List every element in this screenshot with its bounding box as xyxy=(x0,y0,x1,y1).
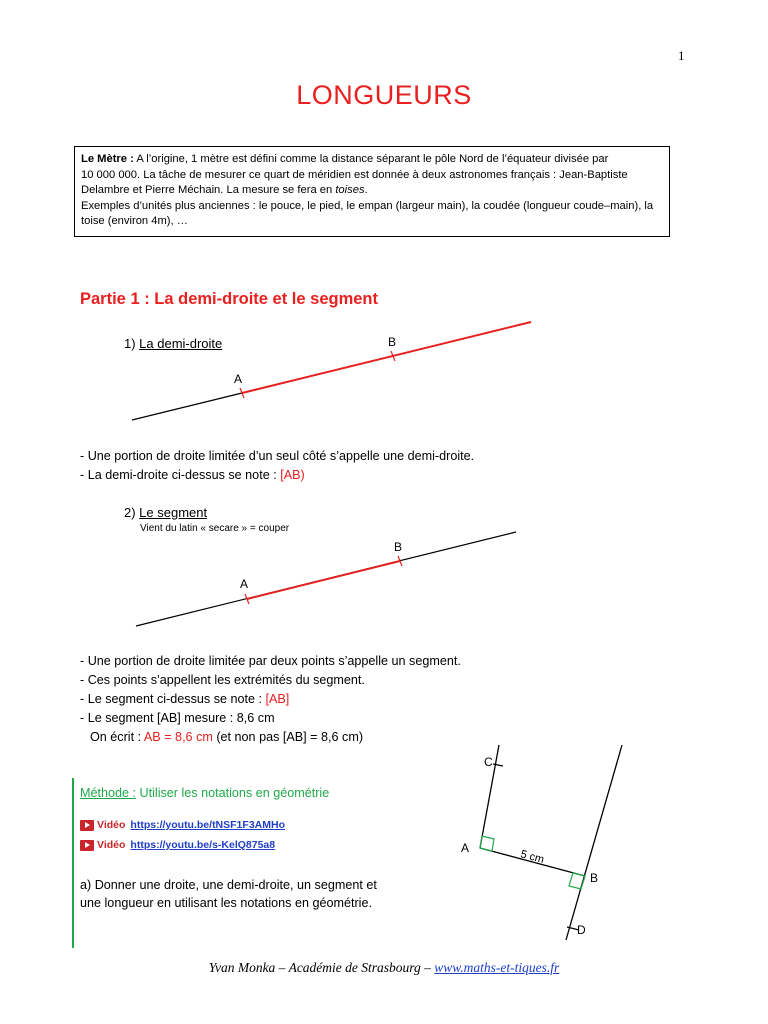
video-link-1[interactable]: https://youtu.be/tNSF1F3AMHo xyxy=(130,819,285,831)
play-icon xyxy=(80,820,94,831)
figure-tick-c xyxy=(493,764,503,766)
figure-right-angle-a xyxy=(480,836,494,851)
section2-text-5: On écrit : AB = 8,6 cm (et non pas [AB] = 8,6 cm) xyxy=(90,730,364,744)
section2-text-4: - Le segment [AB] mesure : 8,6 cm xyxy=(80,711,275,725)
figure-length: 5 cm xyxy=(519,848,546,867)
section2-text-1: - Une portion de droite limitée par deux points s’appelle un segment. xyxy=(80,654,461,668)
play-icon xyxy=(80,840,94,851)
section2-heading: 2) Le segment xyxy=(124,505,208,520)
page-number: 1 xyxy=(678,48,685,63)
halfline-base xyxy=(132,393,242,420)
methode-bar xyxy=(72,778,74,948)
section2-text-2: - Ces points s’appellent les extrémités du segment. xyxy=(80,673,365,687)
section1-heading: 1) La demi-droite xyxy=(124,336,223,351)
question-line-2: une longueur en utilisant les notations en géométrie. xyxy=(80,896,372,910)
video-row-2 xyxy=(80,839,275,851)
footer-site-link[interactable]: www.maths-et-tiques.fr xyxy=(434,960,560,975)
video-label: Vidéo xyxy=(97,839,126,851)
video-row-1 xyxy=(80,819,285,831)
segment-label-b: B xyxy=(394,540,403,554)
figure-label-d: D xyxy=(577,923,586,937)
section1-text-1: - Une portion de droite limitée d’un seul côté s’appelle une demi-droite. xyxy=(80,449,475,463)
segment-red xyxy=(247,561,400,599)
intro-line-4: Exemples d’unités plus anciennes : le pouce, le pied, le empan (largeur main), la coudée (longueur coude–main), la xyxy=(81,199,654,212)
footer: Yvan Monka – Académie de Strasbourg – www.maths-et-tiques.fr xyxy=(208,960,560,975)
intro-line-2: 10 000 000. La tâche de mesurer ce quart de méridien est donnée à deux astronomes français : Jean-Baptiste xyxy=(81,168,628,181)
video-link-2[interactable]: https://youtu.be/s-KelQ875a8 xyxy=(130,839,276,851)
section1-text-2: - La demi-droite ci-dessus se note : [AB) xyxy=(80,468,305,482)
intro-lead: Le Mètre : xyxy=(81,153,134,165)
section2-etymology: Vient du latin « secare » = couper xyxy=(140,523,290,534)
page-title: LONGUEURS xyxy=(296,80,472,110)
halfline-label-a: A xyxy=(234,372,243,386)
intro-line-5: toise (environ 4m), … xyxy=(81,215,188,228)
question-line-1: a) Donner une droite, une demi-droite, un segment et xyxy=(80,878,377,892)
halfline-label-b: B xyxy=(388,335,397,349)
video-label: Vidéo xyxy=(97,819,126,831)
intro-line-1: Le Mètre : A l’origine, 1 mètre est défini comme la distance séparant le pôle Nord de l’équateur divisée par xyxy=(81,153,609,165)
part1-title: Partie 1 : La demi-droite et le segment xyxy=(80,290,378,308)
figure-label-c: C xyxy=(484,755,493,769)
figure-label-b: B xyxy=(590,871,599,885)
section2-text-3: - Le segment ci-dessus se note : [AB] xyxy=(80,692,290,706)
figure-label-a: A xyxy=(461,841,470,855)
methode-heading: Méthode : Utiliser les notations en géométrie xyxy=(80,786,330,800)
intro-line-3: Delambre et Pierre Méchain. La mesure se fera en toises. xyxy=(81,184,368,197)
halfline-red xyxy=(242,322,531,393)
segment-label-a: A xyxy=(240,577,249,591)
figure-line-d xyxy=(566,745,622,940)
